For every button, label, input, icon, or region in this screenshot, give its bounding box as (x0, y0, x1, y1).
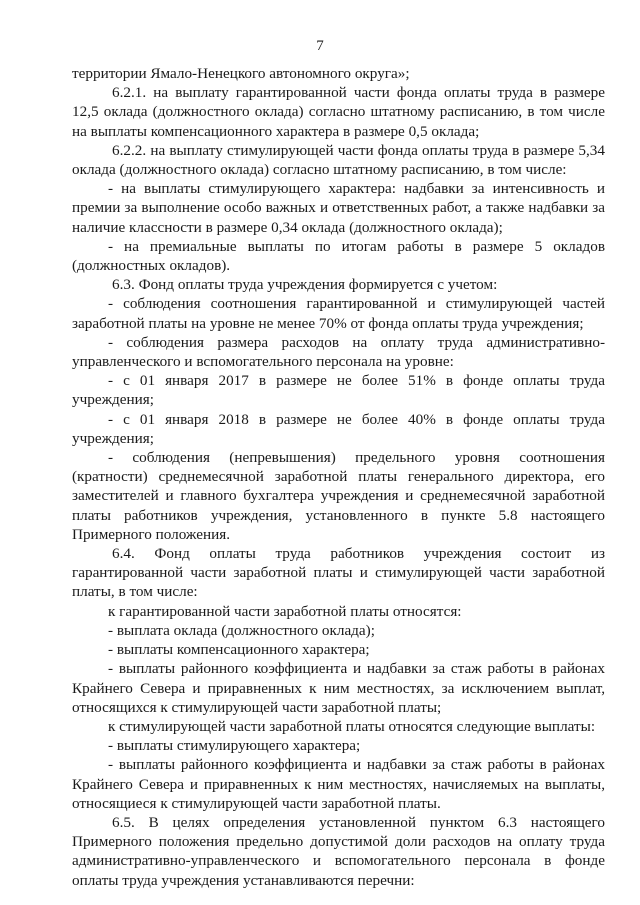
paragraph: - соблюдения (непревышения) предельного уровня соотношения (кратности) среднемесячной заработной платы генерального директора, его заместителей и главного бухгалтера учреждения и среднемесячной заработной платы работников учреждения, установленного в пункте 5.8 настоящего Примерного положения. (72, 449, 605, 543)
paragraph: - выплаты стимулирующего характера; (108, 737, 361, 755)
paragraph: 6.2.1. на выплату гарантированной части фонда оплаты труда в размере 12,5 оклада (должностного оклада) согласно штатному расписанию, в том числе на выплаты компенсационного характера в размере 0,5 оклада; (72, 84, 605, 140)
paragraph: 6.5. В целях определения установленной пунктом 6.3 настоящего Примерного положения предельно допустимой доли расходов на оплату труда административно-управленческого и вспомогательного персонала в фонде оплаты труда учреждения устанавливаются перечни: (72, 813, 605, 889)
paragraph: - соблюдения размера расходов на оплату труда административно-управленческого и вспомогательного персонала на уровне: (72, 333, 605, 371)
paragraph: - выплаты компенсационного характера; (108, 641, 370, 659)
paragraph: 6.4. Фонд оплаты труда работников учреждения состоит из гарантированной части заработной платы и стимулирующей части заработной платы, в том числе: (72, 545, 605, 601)
paragraph: - выплаты районного коэффициента и надбавки за стаж работы в районах Крайнего Севера и приравненных к ним местностях, за исключением выплат, относящихся к стимулирующей части заработной платы; (72, 660, 605, 716)
page-number: 7 (316, 38, 324, 54)
paragraph: 6.2.2. на выплату стимулирующей части фонда оплаты труда в размере 5,34 оклада (должностного оклада) согласно штатному расписанию, в том числе: (72, 141, 605, 179)
paragraph: - соблюдения соотношения гарантированной и стимулирующей частей заработной платы на уровне не менее 70% от фонда оплаты труда учреждения; (72, 295, 605, 332)
document-body (72, 64, 605, 890)
paragraph: - на премиальные выплаты по итогам работы в размере 5 окладов (должностных окладов). (72, 237, 605, 275)
paragraph: - на выплаты стимулирующего характера: надбавки за интенсивность и премии за выполнение особо важных и ответственных работ, а также надбавки за наличие классности в размере 0,34 оклада (должностного оклада); (72, 180, 605, 236)
paragraph: территории Ямало-Ненецкого автономного округа»; (72, 65, 410, 82)
paragraph: 6.3. Фонд оплаты труда учреждения формируется с учетом: (112, 276, 498, 294)
paragraph: - с 01 января 2017 в размере не более 51% в фонде оплаты труда учреждения; (72, 372, 605, 409)
paragraph: - с 01 января 2018 в размере не более 40% в фонде оплаты труда учреждения; (72, 410, 605, 447)
paragraph: к гарантированной части заработной платы относятся: (108, 602, 462, 620)
paragraph: к стимулирующей части заработной платы относятся следующие выплаты: (108, 717, 596, 735)
paragraph: - выплаты районного коэффициента и надбавки за стаж работы в районах Крайнего Севера и приравненных к ним местностях, начисляемых на выплаты, относящиеся к стимулирующей части заработной платы. (72, 756, 605, 812)
paragraph: - выплата оклада (должностного оклада); (108, 621, 375, 639)
